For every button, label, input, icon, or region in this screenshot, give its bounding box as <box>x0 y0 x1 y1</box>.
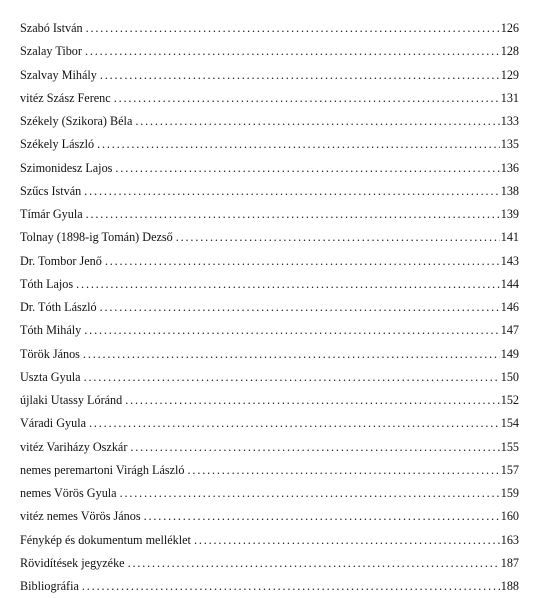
toc-entry-page: 131 <box>500 90 519 105</box>
dot-leader <box>82 575 500 598</box>
toc-entry-name: Tímár Gyula <box>20 207 83 221</box>
dot-leader <box>114 87 500 110</box>
toc-entry-name: Bibliográfia <box>20 579 79 593</box>
toc-entry-name: Rövidítések jegyzéke <box>20 555 125 570</box>
toc-entry <box>20 17 519 40</box>
toc-entry-name: Váradi Gyula <box>20 416 86 431</box>
toc-entry-page: 143 <box>500 253 519 268</box>
dot-leader <box>76 273 500 296</box>
toc-entry <box>20 180 519 203</box>
toc-entry-page: 138 <box>500 183 519 198</box>
toc-entry-page: 128 <box>500 44 519 59</box>
toc-entry-name: Székely (Szikora) Béla <box>20 114 133 128</box>
toc-entry-page: 141 <box>500 230 519 245</box>
toc-entry-page: 139 <box>500 207 519 221</box>
dot-leader <box>125 389 499 412</box>
toc-entry <box>20 389 519 412</box>
toc-entry <box>20 226 519 249</box>
toc-entry-page: 149 <box>500 346 519 361</box>
dot-leader <box>100 64 500 87</box>
toc-entry-page: 129 <box>500 67 519 82</box>
toc-entry <box>20 87 519 110</box>
toc-entry <box>20 343 519 366</box>
toc-entry-page: 157 <box>500 462 519 477</box>
dot-leader <box>86 203 500 226</box>
toc-entry <box>20 273 519 296</box>
dot-leader <box>89 412 500 435</box>
dot-leader <box>84 366 500 389</box>
toc-entry <box>20 64 519 87</box>
toc-entry-name: Szabó István <box>20 21 83 35</box>
toc-entry-page: 154 <box>500 416 519 431</box>
dot-leader <box>176 226 500 249</box>
toc-entry-name: Tóth Lajos <box>20 276 74 291</box>
dot-leader <box>85 40 500 63</box>
dot-leader <box>188 459 500 482</box>
toc-entry-name: vitéz nemes Vörös János <box>20 509 141 524</box>
toc-entry-name: Szalay Tibor <box>20 44 82 59</box>
toc-entry-name: vitéz Variházy Oszkár <box>20 439 128 454</box>
toc-entry <box>20 482 519 505</box>
toc-entry-name: Szűcs István <box>20 183 82 198</box>
toc-entry-name: Uszta Gyula <box>20 369 81 384</box>
table-of-contents <box>20 17 519 598</box>
dot-leader <box>97 133 500 156</box>
toc-entry <box>20 412 519 435</box>
toc-entry-name: Dr. Tóth László <box>20 300 97 314</box>
dot-leader <box>120 482 500 505</box>
toc-entry <box>20 529 519 552</box>
toc-entry-name: Fénykép és dokumentum melléklet <box>20 532 191 547</box>
dot-leader <box>194 529 500 552</box>
toc-entry <box>20 436 519 459</box>
toc-entry-page: 136 <box>500 160 519 175</box>
toc-entry-page: 155 <box>500 439 519 454</box>
toc-entry-name: nemes Vörös Gyula <box>20 486 117 500</box>
toc-entry <box>20 40 519 63</box>
dot-leader <box>105 250 500 273</box>
toc-entry <box>20 575 519 598</box>
toc-entry-name: nemes peremartoni Virágh László <box>20 462 185 477</box>
toc-entry-page: 126 <box>500 21 519 35</box>
toc-entry-page: 150 <box>500 369 519 384</box>
toc-entry-name: Török János <box>20 346 80 361</box>
toc-entry <box>20 459 519 482</box>
toc-entry <box>20 505 519 528</box>
toc-entry <box>20 110 519 133</box>
dot-leader <box>135 110 499 133</box>
toc-entry <box>20 250 519 273</box>
dot-leader <box>100 296 500 319</box>
dot-leader <box>84 319 499 342</box>
toc-entry <box>20 552 519 575</box>
dot-leader <box>86 17 500 40</box>
toc-entry-page: 160 <box>500 509 519 524</box>
toc-entry-page: 188 <box>500 579 519 593</box>
toc-entry-page: 163 <box>500 532 519 547</box>
dot-leader <box>115 157 499 180</box>
toc-entry <box>20 319 519 342</box>
dot-leader <box>83 343 500 366</box>
dot-leader <box>130 436 499 459</box>
dot-leader <box>144 505 500 528</box>
toc-entry-page: 152 <box>500 393 519 407</box>
toc-entry-page: 147 <box>500 323 519 338</box>
toc-entry <box>20 133 519 156</box>
toc-entry-page: 133 <box>500 114 519 128</box>
toc-entry-page: 187 <box>500 555 519 570</box>
toc-entry <box>20 157 519 180</box>
toc-entry-name: Szimonidesz Lajos <box>20 160 113 175</box>
toc-entry-name: Tolnay (1898-ig Tomán) Dezső <box>20 230 173 245</box>
toc-entry-page: 135 <box>500 137 519 152</box>
toc-entry-name: Tóth Mihály <box>20 323 82 338</box>
toc-entry-name: Dr. Tombor Jenő <box>20 253 102 268</box>
toc-entry-name: újlaki Utassy Lóránd <box>20 393 123 407</box>
toc-entry <box>20 203 519 226</box>
toc-entry-name: Szalvay Mihály <box>20 67 97 82</box>
toc-entry-page: 144 <box>500 276 519 291</box>
toc-entry-name: vitéz Szász Ferenc <box>20 90 111 105</box>
dot-leader <box>128 552 500 575</box>
dot-leader <box>84 180 499 203</box>
toc-entry <box>20 296 519 319</box>
toc-entry-page: 146 <box>500 300 519 314</box>
toc-entry <box>20 366 519 389</box>
toc-entry-name: Székely László <box>20 137 95 152</box>
toc-entry-page: 159 <box>500 486 519 500</box>
